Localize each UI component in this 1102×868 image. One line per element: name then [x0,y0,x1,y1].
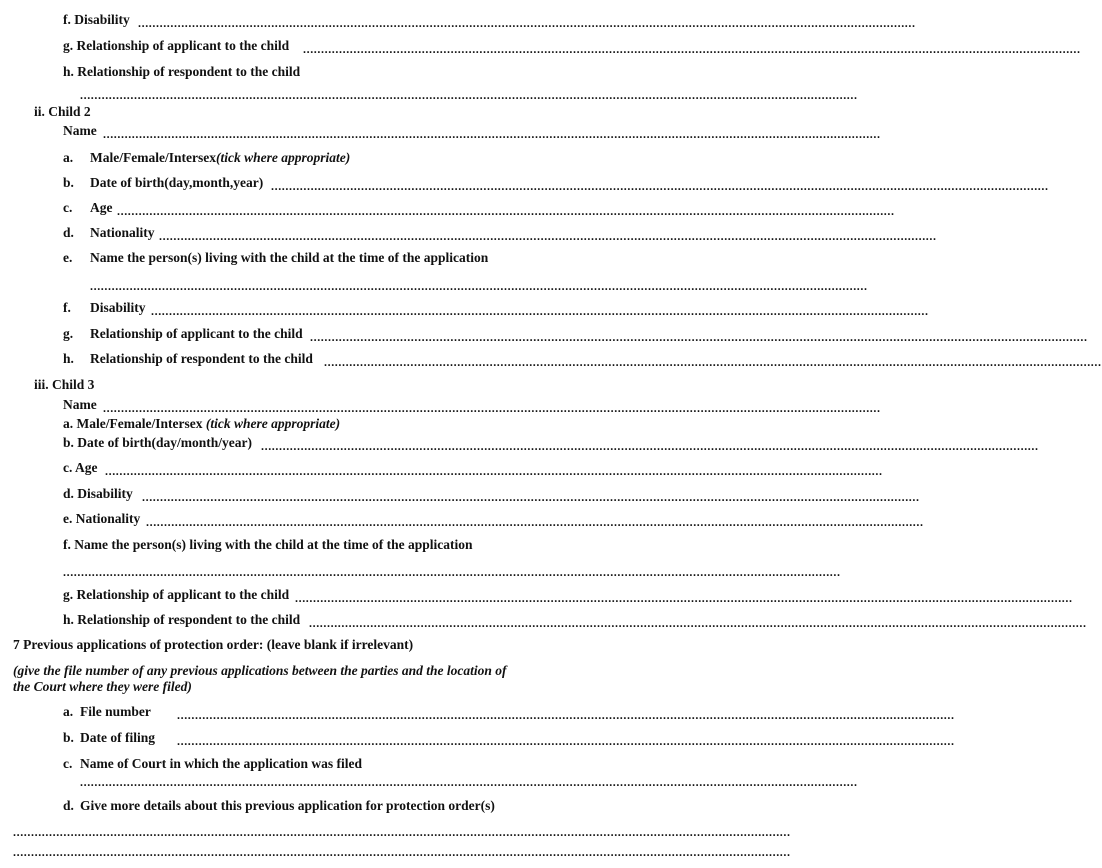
child2-sex-marker: a. [63,150,74,165]
child2-applicant-rel-marker: g. [63,326,74,341]
child3-respondent-rel-label: h. Relationship of respondent to the child [63,612,301,627]
details-label: Give more details about this previous application for protection order(s) [80,798,495,813]
child3-name-label: Name [63,397,97,412]
child2-nationality-marker: d. [63,225,74,240]
respondent-relationship-label: h. Relationship of respondent to the child [63,64,301,79]
date-of-filing-field[interactable]: ........................................................................................................................................................................................................................ [177,734,955,748]
child3-living-field[interactable]: ........................................................................................................................................................................................................................ [63,565,841,579]
child2-applicant-rel-field[interactable]: ........................................................................................................................................................................................................................ [310,330,1088,344]
date-of-filing-marker: b. [63,730,74,745]
child2-name-label: Name [63,123,97,138]
child2-respondent-rel-label: Relationship of respondent to the child [90,351,313,366]
child3-nationality-label: e. Nationality [63,511,141,526]
court-name-field[interactable]: ........................................................................................................................................................................................................................ [80,775,858,789]
file-number-marker: a. [63,704,74,719]
child3-applicant-rel-label: g. Relationship of applicant to the child [63,587,290,602]
child2-dob-field[interactable]: ........................................................................................................................................................................................................................ [271,179,1049,193]
file-number-label: File number [80,704,151,719]
child2-age-field[interactable]: ........................................................................................................................................................................................................................ [117,204,895,218]
child3-age-field[interactable]: ........................................................................................................................................................................................................................ [105,464,883,478]
child2-applicant-rel-label: Relationship of applicant to the child [90,326,303,341]
details-field-line2[interactable]: ........................................................................................................................................................................................................................ [13,845,791,859]
section7-heading: 7 Previous applications of protection order: (leave blank if irrelevant) [13,637,414,652]
child2-disability-field[interactable]: ........................................................................................................................................................................................................................ [151,304,929,318]
child3-age-label: c. Age [63,460,98,475]
child2-disability-label: Disability [90,300,146,315]
child2-name-field[interactable]: ........................................................................................................................................................................................................................ [103,127,881,141]
applicant-relationship-label: g. Relationship of applicant to the child [63,38,290,53]
respondent-relationship-field[interactable]: ........................................................................................................................................................................................................................ [80,88,858,102]
child3-sex-hint: (tick where appropriate) [205,416,341,431]
details-field-line1[interactable]: ........................................................................................................................................................................................................................ [13,825,791,839]
date-of-filing-label: Date of filing [80,730,155,745]
applicant-relationship-field[interactable]: ........................................................................................................................................................................................................................ [303,42,1081,56]
child2-sex-hint: (tick where appropriate) [215,150,351,165]
child3-dob-field[interactable]: ........................................................................................................................................................................................................................ [261,439,1039,453]
child3-living-label: f. Name the person(s) living with the child at the time of the application [63,537,473,552]
child3-nationality-field[interactable]: ........................................................................................................................................................................................................................ [146,515,924,529]
child2-dob-marker: b. [63,175,74,190]
child2-dob-label: Date of birth(day,month,year) [90,175,264,190]
child3-dob-label: b. Date of birth(day/month/year) [63,435,252,450]
child2-age-label: Age [90,200,113,215]
child3-name-field[interactable]: ........................................................................................................................................................................................................................ [103,401,881,415]
child2-respondent-rel-field[interactable]: ........................................................................................................................................................................................................................ [324,355,1102,369]
file-number-field[interactable]: ........................................................................................................................................................................................................................ [177,708,955,722]
court-name-marker: c. [63,756,73,771]
child2-age-marker: c. [63,200,73,215]
child2-living-field[interactable]: ........................................................................................................................................................................................................................ [90,279,868,293]
child3-respondent-rel-field[interactable]: ........................................................................................................................................................................................................................ [309,616,1087,630]
child2-nationality-field[interactable]: ........................................................................................................................................................................................................................ [159,229,937,243]
child3-sex-text: a. Male/Female/Intersex [63,416,203,431]
child2-disability-marker: f. [63,300,71,315]
child3-disability-label: d. Disability [63,486,133,501]
disability-field[interactable]: ........................................................................................................................................................................................................................ [138,16,916,30]
court-name-label: Name of Court in which the application was filed [80,756,363,771]
section7-note-line1: (give the file number of any previous applications between the parties and the location of [13,663,507,678]
child2-nationality-label: Nationality [90,225,155,240]
child2-sex-label [90,150,350,166]
child3-applicant-rel-field[interactable]: ........................................................................................................................................................................................................................ [295,591,1073,605]
child2-living-label: Name the person(s) living with the child at the time of the application [90,250,489,265]
child2-respondent-rel-marker: h. [63,351,74,366]
details-marker: d. [63,798,74,813]
child2-heading: ii. Child 2 [34,104,91,119]
child2-living-marker: e. [63,250,73,265]
child3-disability-field[interactable]: ........................................................................................................................................................................................................................ [142,490,920,504]
section7-note-line2: the Court where they were filed) [13,679,192,694]
child3-sex-label [63,416,340,432]
child2-sex-text: Male/Female/Intersex [90,150,216,165]
disability-label: f. Disability [63,12,130,27]
child3-heading: iii. Child 3 [34,377,95,392]
